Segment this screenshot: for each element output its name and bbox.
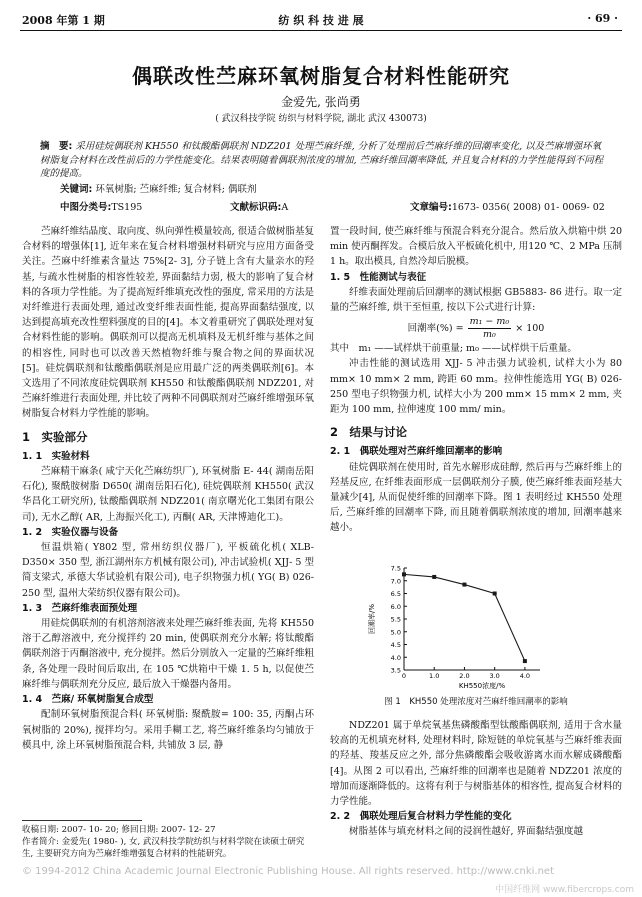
- section-1-5-heading: 1. 5 性能测试与表征: [330, 271, 427, 283]
- x-tick-label: 3.0: [489, 672, 500, 680]
- fig1-caption: 图 1 KH550 处理浓度对苎麻纤维回潮率的影响: [384, 697, 568, 707]
- doc-value: A: [281, 202, 289, 213]
- header-rule: [20, 30, 622, 31]
- y-tick-label: 7.0: [390, 577, 401, 586]
- right-column: [330, 224, 622, 536]
- footnote: [22, 824, 314, 860]
- y-tick-label: 4.5: [390, 641, 401, 649]
- footnote-rule: [22, 820, 142, 821]
- y-tick-label: 5.5: [390, 615, 401, 624]
- chart-layer: [367, 565, 540, 691]
- watermark: 中国纤维网 www.fibercrops.com: [495, 885, 634, 895]
- classification: [60, 199, 142, 213]
- y-tick-label: 7.5: [390, 564, 401, 573]
- section-1-1-text: 苎麻精干麻条( 咸宁天化苎麻纺织厂), 环氧树脂 E- 44( 湖南岳阳石化), 聚酰胺树脂 D650( 湖南岳阳石化), 硅烷偶联剂 KH550( 武汉华昌化工研究所), 钛酸酯偶联剂 NDZ201( 南京曙光化工集团有限公司), 无水乙醇( AR, 上海振兴化工), 丙酮( AR, 天津博迪化工)。: [22, 466, 314, 523]
- left-column: [22, 224, 314, 753]
- footnote-received: 收稿日期: 2007- 10- 20; 修回日期: 2007- 12- 27: [22, 825, 216, 835]
- section-1-3-heading: 1. 3 苎麻纤维表面预处理: [22, 602, 138, 614]
- y-axis-label: 回潮率/%: [368, 603, 376, 635]
- y-tick-label: 6.5: [390, 590, 401, 598]
- section-2-heading: 2 结果与讨论: [330, 425, 408, 440]
- header-journal: 纺 织 科 技 进 展: [278, 14, 364, 27]
- section-1-3-text: 用硅烷偶联剂的有机溶剂溶液来处理苎麻纤维表面, 先将 KH550 溶于乙醇溶液中, 充分搅拌约 20 min, 使偶联剂充分水解; 将钛酸酯偶联剂溶于丙酮溶液中, 充分搅拌。然后分别放入一定量的苎麻纤维粗条, 各处理一段时间后取出, 在 105 ℃烘箱中干燥 1. 5 h, 以促使苎麻纤维与偶联剂充分反应, 最后放入干燥器内备用。: [22, 618, 314, 690]
- data-point: [523, 659, 527, 663]
- doc-code: [230, 199, 288, 213]
- x-tick-label: 4.0: [519, 672, 531, 680]
- header-issue: 2008 年第 1 期: [22, 14, 105, 27]
- cls-label: 中图分类号:: [60, 202, 112, 213]
- data-point: [432, 575, 436, 579]
- abstract-text: 采用硅烷偶联剂 KH550 和钛酸酯偶联剂 NDZ201 处理苎麻纤维, 分析了处理前后苎麻纤维的回潮率变化, 以及苎麻增强环氧树脂复合材料在改性前后的力学性能变化。结果表明随着偶联剂浓度的增加, 苎麻纤维回潮率降低, 并且复合材料的力学性能得到不同程度的提高。: [40, 141, 604, 179]
- y-tick-label: 3.5: [390, 666, 401, 675]
- cls-value: TS195: [111, 202, 143, 213]
- section-1-5-text-2: 冲击性能的测试选用 XJJ- 5 冲击强力试验机, 试样大小为 80 mm× 10 mm× 2 mm, 跨距 60 mm。拉伸性能选用 YG( B) 026- 250 型电子织物强力机, 试样大小为 200 mm× 15 mm× 2 mm, 夹距为 100 mm, 拉伸速度 100 mm/ min。: [330, 358, 622, 416]
- authors: 金爱先, 张尚勇: [281, 95, 361, 109]
- x-axis-label: KH550浓度/%: [458, 682, 506, 690]
- keywords-label: 关键词:: [60, 184, 93, 195]
- art-value: 1673- 0356( 2008) 01- 0069- 02: [451, 202, 605, 213]
- section-1-heading: 1 实验部分: [22, 429, 88, 444]
- formula-fraction: [468, 316, 512, 341]
- keywords-text: 环氧树脂; 苎麻纤维; 复合材料; 偶联剂: [95, 184, 257, 195]
- section-1-5-text: 纤维表面处理前后回潮率的测试根据 GB5883- 86 进行。取一定量的苎麻纤维, 烘干至恒重, 按以下公式进行计算:: [330, 286, 622, 314]
- section-2-1-text-2: NDZ201 属于单烷氧基焦磷酸酯型钛酸酯偶联剂, 适用于含水量较高的无机填充材料, 处理材料时, 除短链的单烷氧基与苎麻纤维表面的羟基、羧基反应之外, 部分焦磷酸酯会吸收游离水而水解成磷酸酯[4]。从图 2 可以看出, 苎麻纤维的回潮率也是随着 NDZ201 浓度的增加而逐渐降低的。这将有利于与树脂基体的相容性, 提高复合材料的力学性能。: [330, 720, 622, 808]
- intro-paragraph: 苎麻纤维结晶度、取向度、纵向弹性模量较高, 很适合做树脂基复合材料的增强体[1], 近年来在复合材料增强材料研究与应用方面备受关注。苎麻中纤维素含量达 75%[2- 3], 分子链上含有大量亲水的羟基, 与疏水性树脂的相容性较差, 界面黏结力弱, 极大的影响了复合材料的各项力学性能。为了提高短纤维填充改性的强度, 常采用的方法是对纤维进行表面处理, 通过改变纤维表面性能, 提高界面黏结强度, 以达到提高填充改性塑料强度的目的[4]。本文着重研究了偶联处理对复合材料性能的影响。偶联剂可以提高无机填料及无机纤维与基体之间的相容性, 同时也可以改善天然植物纤维与聚合物之间的界面状况[5]。硅烷偶联剂和钛酸酯偶联剂是应用最广泛的两类偶联剂[6]。本文选用了不同浓度硅烷偶联剂 KH550 和钛酸酯偶联剂 NDZ201, 对苎麻纤维进行表面处理, 并比较了两种不同偶联剂对苎麻纤维增强环氧树脂复合材料力学性能的影响。: [22, 226, 314, 420]
- abstract: [40, 140, 606, 181]
- section-2-2-text: 树脂基体与填充材料之间的浸润性越好, 界面黏结强度越: [349, 826, 584, 838]
- data-point: [402, 572, 406, 576]
- abstract-label: 摘 要:: [40, 141, 73, 152]
- formula-numerator: m₁ − m₀: [469, 315, 510, 327]
- y-tick-label: 4.0: [390, 653, 401, 662]
- moisture-formula: [330, 315, 622, 341]
- x-tick-label: 2.0: [459, 672, 470, 680]
- data-point: [493, 592, 497, 596]
- paper-title: 偶联改性苎麻环氧树脂复合材料性能研究: [132, 64, 510, 88]
- footnote-bio: 作者简介: 金爱先( 1980- ), 女, 武汉科技学院纺织与材料学院在读硕士研究生, 主要研究方向为苎麻纤维增强复合材料的性能研究。: [22, 837, 305, 859]
- fig1-chart: [360, 560, 580, 690]
- formula-denominator: m₀: [482, 328, 496, 340]
- x-tick-label: 0: [401, 672, 407, 680]
- section-1-2-text: 恒温烘箱( Y802 型, 常州纺织仪器厂), 平板硫化机( XLB- D350× 350 型, 浙江湖州东方机械有限公司), 冲击试验机( XJJ- 5 型简支梁式, 承德大华试验机有限公司), 电子织物强力机( YG( B) 026- 250 型, 温州大荣纺织仪器有限公司)。: [22, 542, 314, 599]
- article-number: [410, 199, 605, 213]
- section-1-2-heading: 1. 2 实验仪器与设备: [22, 526, 119, 538]
- x-tick-label: 1.0: [429, 672, 440, 680]
- section-2-1-text: 硅烷偶联剂在使用时, 首先水解形成硅醇, 然后再与苎麻纤维上的羟基反应, 在纤维表面形成一层偶联剂分子膜, 使苎麻纤维表面羟基大量减少[4], 从而促使纤维的回潮率下降。图 1 表明经过 KH550 处理后, 苎麻纤维的回潮率下降, 而且随着偶联剂浓度的增加, 回潮率越来越小。: [330, 461, 622, 534]
- keywords: [60, 181, 257, 195]
- section-1-1-heading: 1. 1 实验材料: [22, 450, 90, 462]
- y-tick-label: 6.0: [390, 602, 401, 611]
- section-2-2-heading: 2. 2 偶联处理后复合材料力学性能的变化: [330, 811, 512, 823]
- y-tick-label: 5.0: [390, 628, 401, 637]
- doc-label: 文献标识码:: [230, 202, 282, 213]
- art-label: 文章编号:: [410, 202, 452, 213]
- section-1-4-text: 配制环氧树脂预混合料( 环氧树脂: 聚酰胺= 100: 35, 丙酮占环氧树脂的 20%), 搅拌均匀。采用手糊工艺, 将苎麻纤维条均匀铺放于模具中, 涂上环氧树脂预混合料, 共铺放 3 层, 静: [22, 709, 314, 751]
- series-line: [404, 574, 525, 661]
- section-2-1-heading: 2. 1 偶联处理对苎麻纤维回潮率的影响: [330, 446, 503, 458]
- header-page: · 69 ·: [587, 12, 618, 25]
- formula-tail: × 100: [515, 322, 545, 334]
- data-point: [462, 583, 466, 587]
- copyright: © 1994-2012 China Academic Journal Electronic Publishing House. All rights reserved. http://www.cnki.net: [22, 866, 554, 877]
- section-1-4-heading: 1. 4 苎麻/ 环氧树脂复合成型: [22, 694, 154, 706]
- formula-where: 其中 m₁ ——试样烘干前重量; m₀ ——试样烘干后重量。: [330, 343, 577, 355]
- right-top-paragraph: 置一段时间, 使苎麻纤维与预混合料充分混合。然后放入烘箱中烘 20 min 使丙酮挥发。合模后放入平板硫化机中, 用120 ℃、2 MPa 压制 1 h。取出模具, 自然冷却后脱模。: [330, 226, 622, 268]
- formula-lhs: 回潮率(%) =: [407, 322, 464, 334]
- right-column-lower: [330, 718, 622, 840]
- affiliation: ( 武汉科技学院 纺织与材料学院, 湖北 武汉 430073): [215, 114, 427, 124]
